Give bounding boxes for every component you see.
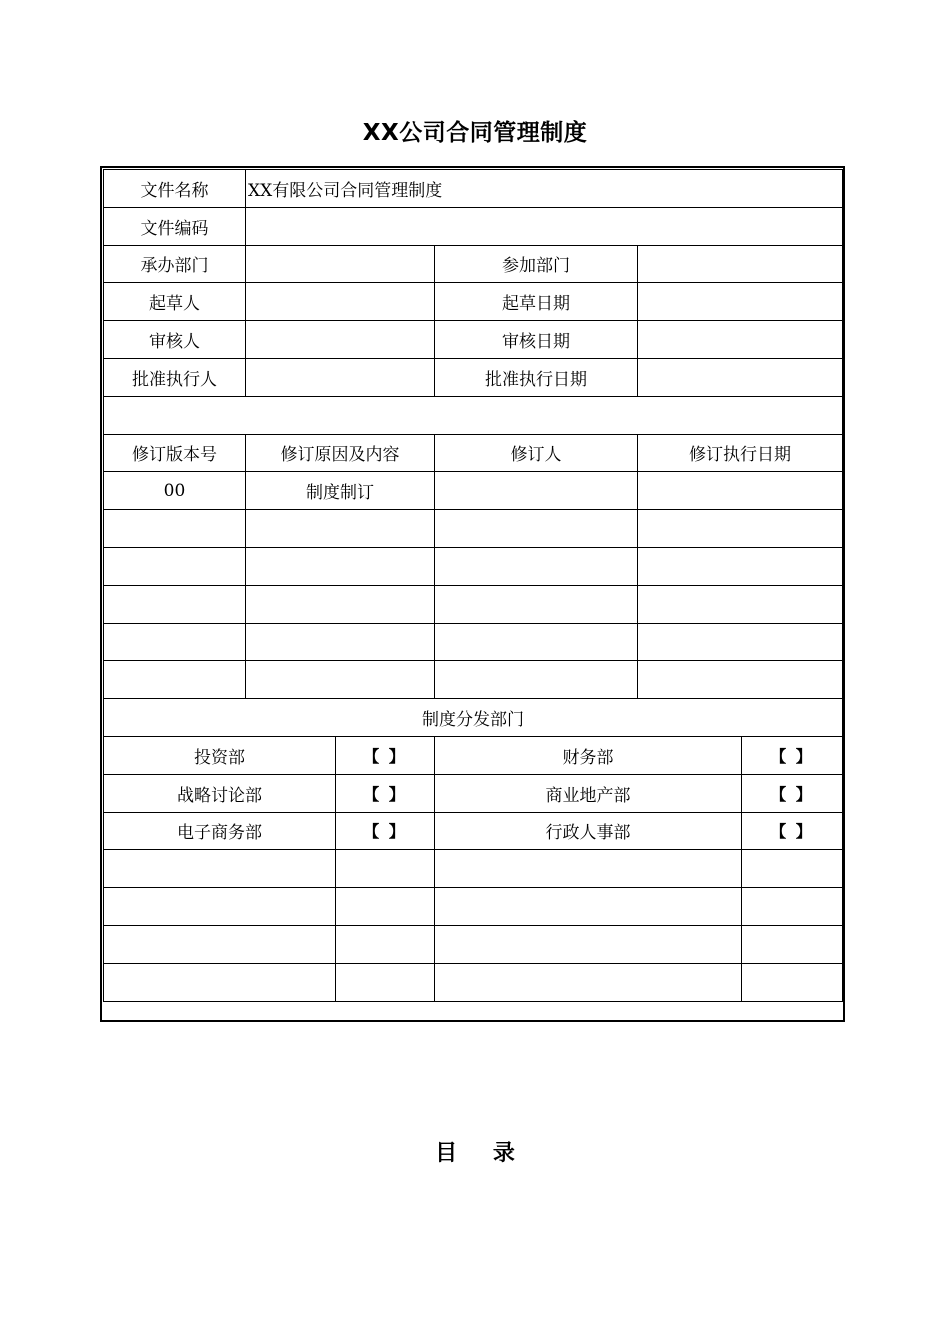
revision-header-version: 修订版本号 (104, 434, 246, 472)
approver-value[interactable] (246, 358, 435, 396)
dept-checkbox[interactable] (742, 888, 843, 926)
distribution-title-row (104, 699, 843, 737)
revision-version-cell[interactable] (104, 585, 246, 623)
dept-checkbox[interactable] (742, 963, 843, 1001)
dept-name: 电子商务部 (104, 812, 336, 850)
revision-section (104, 434, 843, 699)
revision-reviser-cell[interactable] (435, 510, 638, 548)
dept-name: 战略讨论部 (104, 774, 336, 812)
dept-checkbox[interactable]: 【 】 (742, 736, 843, 774)
revision-version-cell[interactable]: 00 (104, 472, 246, 510)
document-form (103, 169, 843, 1002)
table-row (104, 661, 843, 699)
dept-name[interactable] (435, 850, 742, 888)
revision-header-row (104, 434, 843, 472)
revision-reviser-cell[interactable] (435, 623, 638, 661)
dept-name[interactable] (104, 925, 336, 963)
revision-header-reason: 修订原因及内容 (246, 434, 435, 472)
approve-date-value[interactable] (638, 358, 843, 396)
join-dept-value[interactable] (638, 245, 843, 283)
draft-date-value[interactable] (638, 283, 843, 321)
revision-reason-cell[interactable] (246, 623, 435, 661)
dept-name[interactable] (104, 963, 336, 1001)
approve-date-label: 批准执行日期 (435, 358, 638, 396)
revision-reviser-cell[interactable] (435, 585, 638, 623)
table-row (104, 850, 843, 888)
distribution-title: 制度分发部门 (104, 699, 843, 737)
dept-name: 行政人事部 (435, 812, 742, 850)
file-name-label: 文件名称 (104, 170, 246, 208)
dept-name[interactable] (435, 925, 742, 963)
dept-checkbox[interactable] (742, 850, 843, 888)
revision-version-cell[interactable] (104, 623, 246, 661)
form-frame (100, 166, 845, 1022)
dept-name: 投资部 (104, 736, 336, 774)
revision-date-cell[interactable] (638, 585, 843, 623)
dept-checkbox[interactable] (336, 850, 435, 888)
revision-version-cell[interactable] (104, 510, 246, 548)
file-code-value[interactable] (246, 207, 843, 245)
revision-header-date: 修订执行日期 (638, 434, 843, 472)
info-row-approve (104, 358, 843, 396)
dept-checkbox[interactable]: 【 】 (336, 774, 435, 812)
file-code-label: 文件编码 (104, 207, 246, 245)
approver-label: 批准执行人 (104, 358, 246, 396)
table-row (104, 623, 843, 661)
revision-reason-cell[interactable]: 制度制订 (246, 472, 435, 510)
dept-checkbox[interactable]: 【 】 (742, 812, 843, 850)
table-row (104, 736, 843, 774)
info-row-draft (104, 283, 843, 321)
revision-header-reviser: 修订人 (435, 434, 638, 472)
dept-checkbox[interactable]: 【 】 (742, 774, 843, 812)
info-row-departments (104, 245, 843, 283)
info-row-file-name (104, 170, 843, 208)
spacer-cell (104, 396, 843, 434)
info-row-file-code (104, 207, 843, 245)
drafter-label: 起草人 (104, 283, 246, 321)
table-row (104, 888, 843, 926)
dept-name: 商业地产部 (435, 774, 742, 812)
dept-checkbox[interactable]: 【 】 (336, 736, 435, 774)
dept-checkbox[interactable] (336, 963, 435, 1001)
table-row (104, 963, 843, 1001)
dept-checkbox[interactable] (742, 925, 843, 963)
reviewer-value[interactable] (246, 321, 435, 359)
table-row (104, 547, 843, 585)
table-row (104, 925, 843, 963)
dept-checkbox[interactable] (336, 925, 435, 963)
revision-reviser-cell[interactable] (435, 547, 638, 585)
host-dept-label: 承办部门 (104, 245, 246, 283)
review-date-value[interactable] (638, 321, 843, 359)
table-row (104, 510, 843, 548)
dept-checkbox[interactable] (336, 888, 435, 926)
dept-name[interactable] (435, 888, 742, 926)
dept-name[interactable] (104, 850, 336, 888)
revision-version-cell[interactable] (104, 661, 246, 699)
toc-title: 目 录 (435, 1141, 529, 1166)
dept-checkbox[interactable]: 【 】 (336, 812, 435, 850)
document-title: XX公司合同管理制度 (362, 120, 588, 146)
revision-version-cell[interactable] (104, 547, 246, 585)
reviewer-label: 审核人 (104, 321, 246, 359)
revision-date-cell[interactable] (638, 661, 843, 699)
spacer-row (104, 396, 843, 434)
join-dept-label: 参加部门 (435, 245, 638, 283)
info-row-review (104, 321, 843, 359)
table-row (104, 812, 843, 850)
host-dept-value[interactable] (246, 245, 435, 283)
file-name-value[interactable]: XX有限公司合同管理制度 (246, 170, 843, 208)
revision-reason-cell[interactable] (246, 585, 435, 623)
revision-reason-cell[interactable] (246, 547, 435, 585)
dept-name[interactable] (104, 888, 336, 926)
dept-name: 财务部 (435, 736, 742, 774)
revision-reviser-cell[interactable] (435, 472, 638, 510)
revision-reviser-cell[interactable] (435, 661, 638, 699)
table-row (104, 472, 843, 510)
table-row (104, 774, 843, 812)
draft-date-label: 起草日期 (435, 283, 638, 321)
revision-date-cell[interactable] (638, 623, 843, 661)
revision-date-cell[interactable] (638, 510, 843, 548)
dept-name[interactable] (435, 963, 742, 1001)
revision-reason-cell[interactable] (246, 661, 435, 699)
distribution-section (104, 699, 843, 1001)
drafter-value[interactable] (246, 283, 435, 321)
review-date-label: 审核日期 (435, 321, 638, 359)
revision-date-cell[interactable] (638, 472, 843, 510)
table-row (104, 585, 843, 623)
revision-date-cell[interactable] (638, 547, 843, 585)
revision-reason-cell[interactable] (246, 510, 435, 548)
info-section (104, 170, 843, 435)
